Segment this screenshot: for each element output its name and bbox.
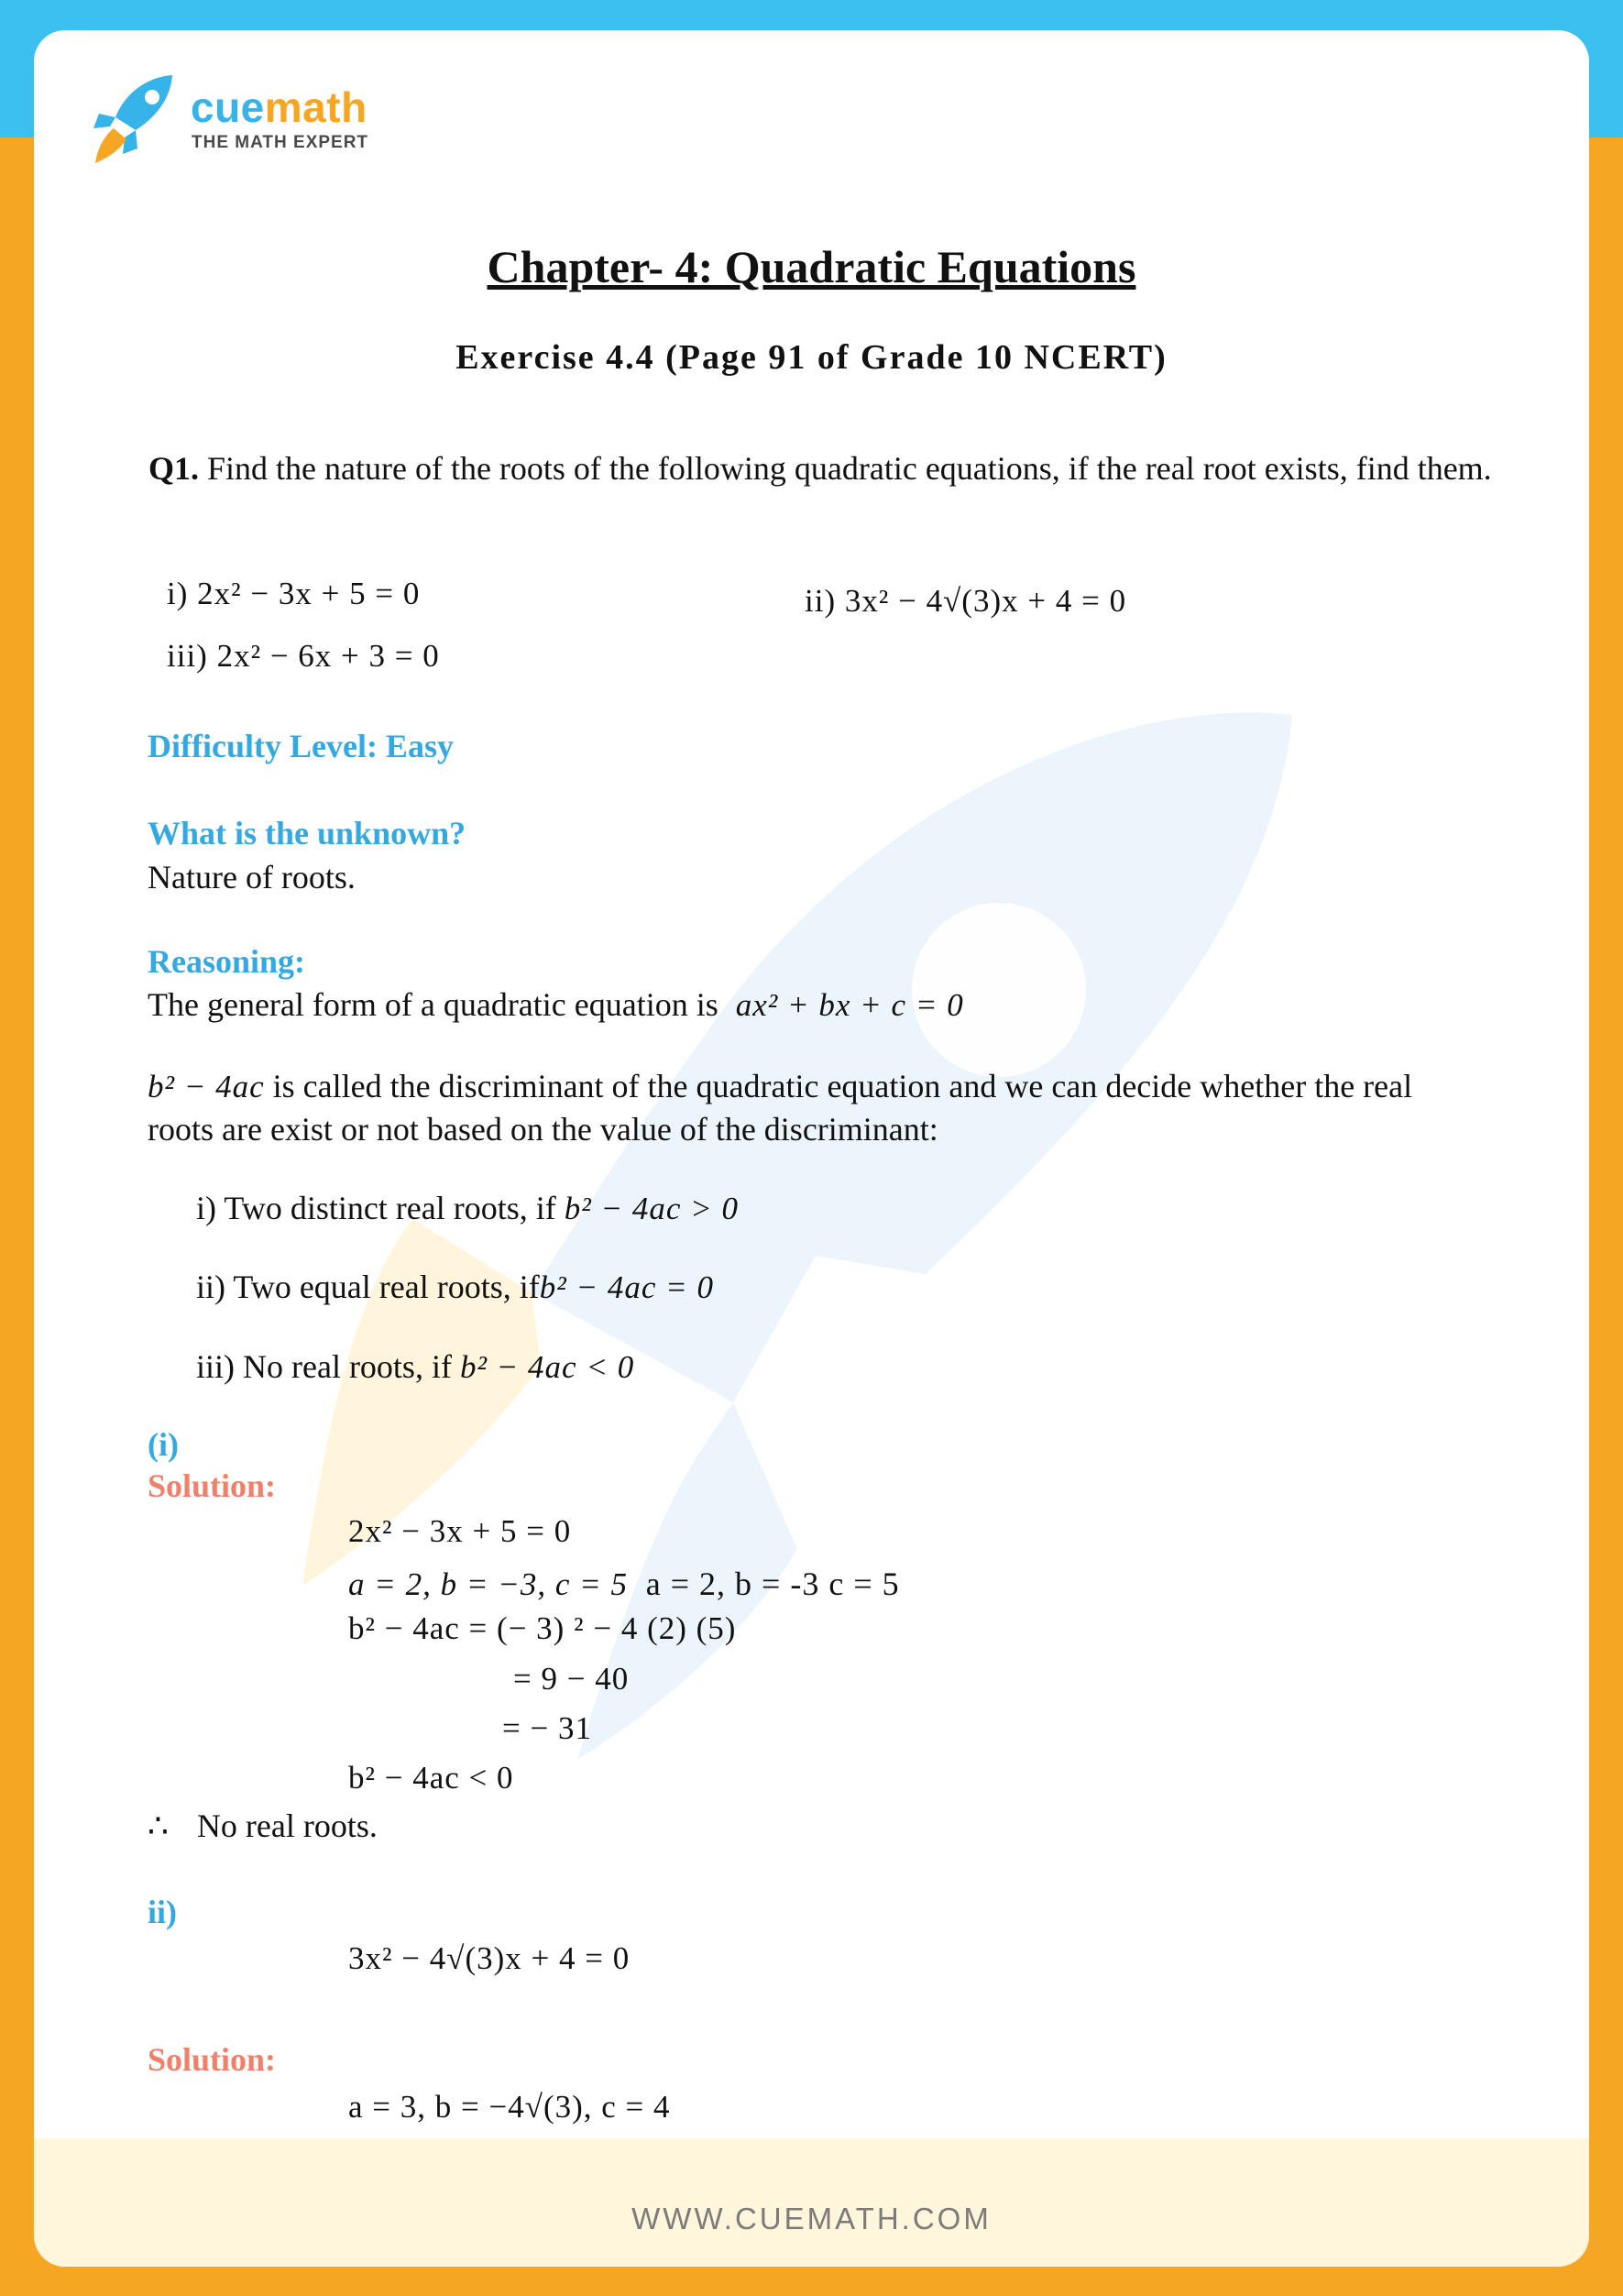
part-i-result: b² − 4ac < 0 <box>348 1760 514 1796</box>
case-no-real-roots: iii) No real roots, if b² − 4ac < 0 <box>196 1348 635 1385</box>
part-i-step-1: = 9 − 40 <box>513 1661 630 1697</box>
part-i-discriminant-sub: b² − 4ac = (− 3) ² − 4 (2) (5) <box>348 1610 737 1646</box>
part-ii-label: ii) <box>148 1894 177 1930</box>
brand-wordmark: cuemath <box>191 83 367 131</box>
part-i-coefficients: a = 2, b = −3, c = 5 a = 2, b = -3 c = 5 <box>348 1565 900 1602</box>
case-distinct-roots: i) Two distinct real roots, if b² − 4ac > 0 <box>196 1190 740 1226</box>
discriminant-paragraph: b² − 4ac is called the discriminant of the quadratic equation and we can decide whether the real roots are exist or not based on the value of the discriminant: <box>148 1068 1413 1148</box>
unknown-heading: What is the unknown? <box>148 815 466 851</box>
general-form-line: The general form of a quadratic equation is ax² + bx + c = 0 <box>148 986 964 1023</box>
part-i-step-2: = − 31 <box>502 1710 592 1746</box>
difficulty-level: Difficulty Level: Easy <box>148 728 454 764</box>
part-i-solution-heading: Solution: <box>148 1467 277 1504</box>
footer-url[interactable]: WWW.CUEMATH.COM <box>631 2202 992 2236</box>
question-text: Find the nature of the roots of the following quadratic equations, if the real root exists, find them. <box>207 450 1492 487</box>
part-ii-coefficients: a = 3, b = −4√(3), c = 4 <box>348 2089 671 2125</box>
exercise-subtitle: Exercise 4.4 (Page 91 of Grade 10 NCERT) <box>455 338 1168 377</box>
part-i-conclusion: ∴ No real roots. <box>148 1807 378 1844</box>
part-ii-solution-heading: Solution: <box>148 2041 277 2078</box>
question-part-iii: iii) 2x² − 6x + 3 = 0 <box>167 638 440 674</box>
question-label: Q1. <box>148 450 200 487</box>
question-part-ii: ii) 3x² − 4√(3)x + 4 = 0 <box>805 583 1127 619</box>
question-part-i: i) 2x² − 3x + 5 = 0 <box>167 576 421 611</box>
general-form-equation: ax² + bx + c = 0 <box>735 987 964 1023</box>
part-i-label: (i) <box>148 1426 179 1463</box>
part-i-equation: 2x² − 3x + 5 = 0 <box>348 1513 572 1549</box>
brand-tagline: THE MATH EXPERT <box>192 133 369 152</box>
unknown-text: Nature of roots. <box>148 859 356 895</box>
question-block <box>148 447 1505 489</box>
discriminant-expression: b² − 4ac <box>148 1069 265 1104</box>
page-title: Chapter- 4: Quadratic Equations <box>487 241 1136 292</box>
part-ii-equation: 3x² − 4√(3)x + 4 = 0 <box>348 1940 631 1976</box>
reasoning-heading: Reasoning: <box>148 943 306 980</box>
case-equal-roots: ii) Two equal real roots, ifb² − 4ac = 0 <box>196 1269 714 1305</box>
